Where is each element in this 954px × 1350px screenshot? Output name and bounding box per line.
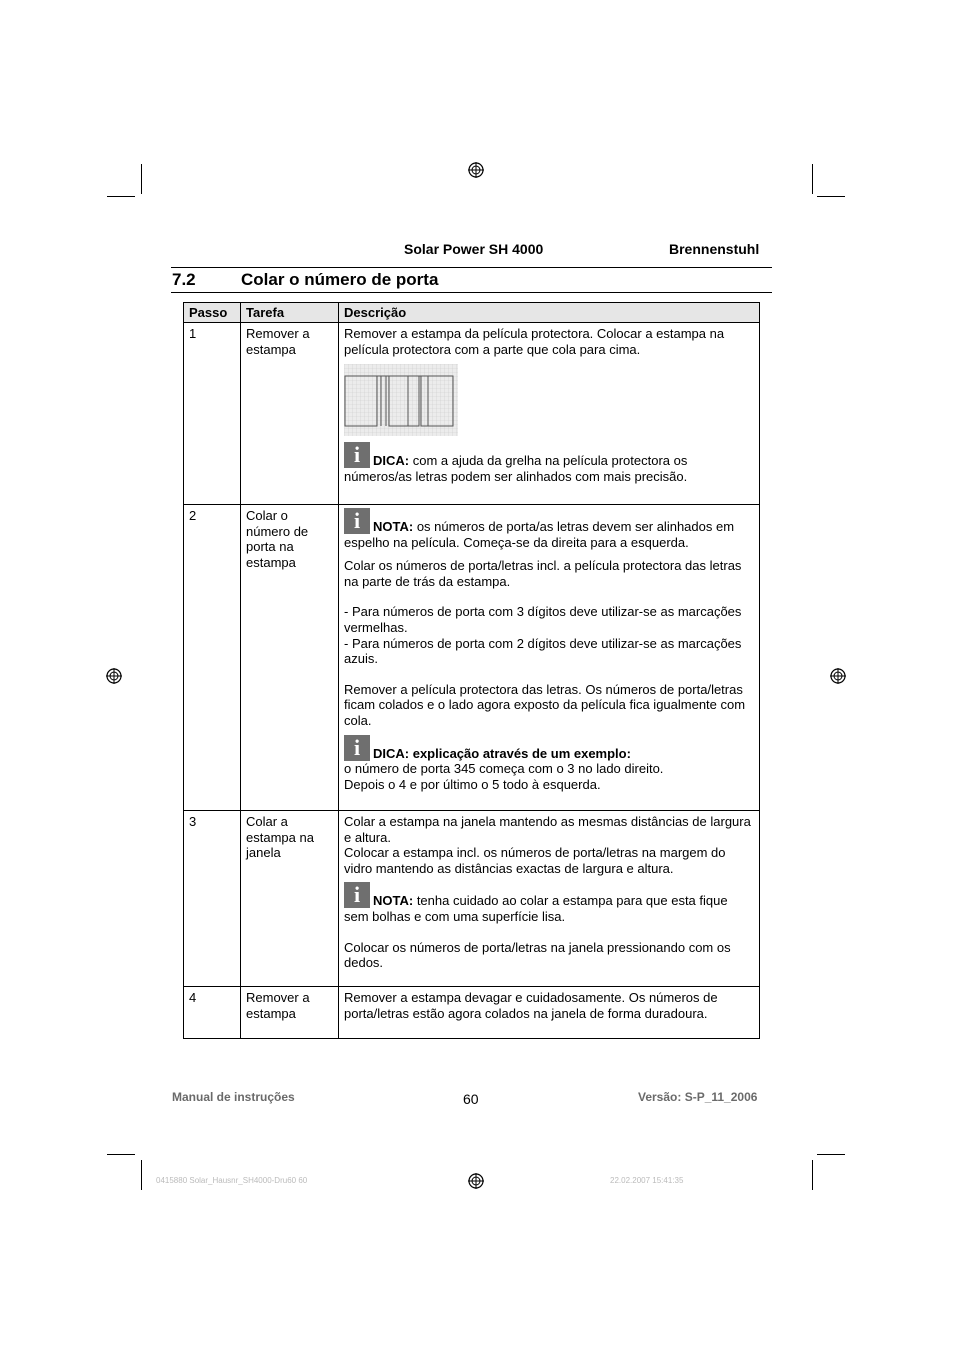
- description-text: Remover a estampa devagar e cuidadosamente. Os números de porta/letras estão agora colados na janela de forma duradoura.: [344, 990, 718, 1021]
- description-text: Colocar os números de porta/letras na janela pressionando com os dedos.: [344, 939, 731, 971]
- print-slug-date: 22.02.2007 15:41:35: [610, 1176, 684, 1185]
- table-row: [184, 505, 760, 811]
- crop-mark: [817, 196, 845, 197]
- description-text: Colar a estampa na janela mantendo as mesmas distâncias de largura e altura.: [344, 814, 751, 845]
- registration-mark-icon: [106, 668, 122, 684]
- info-icon: i: [344, 442, 370, 468]
- table-header-row: [184, 303, 760, 323]
- tip-text: o número de porta 345 começa com o 3 no lado direito.: [344, 761, 664, 777]
- task-cell: Remover a estampa: [241, 323, 339, 505]
- step-number: 2: [184, 505, 241, 811]
- crop-mark: [812, 1160, 813, 1190]
- crop-mark: [817, 1154, 845, 1155]
- bullet-text: - Para números de porta com 3 dígitos deve utilizar-se as marcações vermelhas.: [344, 604, 742, 635]
- task-cell: Colar a estampa na janela: [241, 811, 339, 987]
- step-number: 4: [184, 987, 241, 1039]
- section-rule: [171, 292, 772, 293]
- note-label: NOTA:: [373, 893, 414, 909]
- step-number: 3: [184, 811, 241, 987]
- description-cell: [339, 811, 760, 987]
- task-cell: Remover a estampa: [241, 987, 339, 1039]
- description-text: Colar os números de porta/letras incl. a película protectora das letras na parte de trás da estampa.: [344, 558, 742, 589]
- column-header: Tarefa: [241, 303, 339, 323]
- tip-paragraph: [344, 442, 754, 484]
- registration-mark-icon: [830, 668, 846, 684]
- header-brand: Brennenstuhl: [669, 241, 760, 257]
- footer-right: Versão: S-P_11_2006: [638, 1090, 758, 1104]
- description-cell: [339, 505, 760, 811]
- registration-mark-icon: [468, 162, 484, 178]
- info-icon: i: [344, 882, 370, 908]
- tip-text: Depois o 4 e por último o 5 todo à esquerda.: [344, 776, 601, 792]
- page-number: 60: [463, 1091, 479, 1107]
- description-text: Colocar a estampa incl. os números de porta/letras na margem do vidro mantendo as distâncias exactas de largura e altura.: [344, 845, 726, 876]
- crop-mark: [141, 164, 142, 194]
- description-cell: [339, 323, 760, 505]
- description-text: Remover a película protectora das letras. Os números de porta/letras ficam colados e o lado agora exposto da película fica igualmente com cola.: [344, 681, 746, 728]
- section-title: Colar o número de porta: [241, 270, 439, 289]
- crop-mark: [812, 164, 813, 194]
- steps-table: [183, 302, 760, 1039]
- bullet-text: - Para números de porta com 2 dígitos deve utilizar-se as marcações azuis.: [344, 635, 742, 667]
- info-icon: i: [344, 735, 370, 761]
- header-rule: [171, 267, 772, 268]
- stencil-grid-illustration: [344, 364, 458, 436]
- table-row: [184, 811, 760, 987]
- column-header: Descrição: [339, 303, 760, 323]
- task-cell: Colar o número de porta na estampa: [241, 505, 339, 811]
- tip-paragraph: [344, 735, 754, 762]
- note-text: tenha cuidado ao colar a estampa para que esta fique sem bolhas e com uma superfície lisa.: [344, 893, 728, 924]
- tip-text: com a ajuda da grelha na película protectora os números/as letras podem ser alinhados com mais precisão.: [344, 453, 688, 484]
- crop-mark: [107, 1154, 135, 1155]
- print-slug-file: 0415880 Solar_Hausnr_SH4000-Dru60 60: [156, 1176, 308, 1185]
- footer-left: Manual de instruções: [172, 1090, 295, 1104]
- note-text: os números de porta/as letras devem ser alinhados em espelho na película. Começa-se da direita para a esquerda.: [344, 519, 735, 550]
- section-number: 7.2: [172, 270, 196, 289]
- registration-mark-icon: [468, 1173, 484, 1189]
- step-number: 1: [184, 323, 241, 505]
- crop-mark: [107, 196, 135, 197]
- header-product: Solar Power SH 4000: [404, 241, 544, 257]
- tip-label: DICA: explicação através de um exemplo:: [373, 745, 631, 761]
- note-paragraph: [344, 508, 754, 550]
- note-paragraph: [344, 882, 754, 924]
- description-cell: [339, 987, 760, 1039]
- info-icon: i: [344, 508, 370, 534]
- note-label: NOTA:: [373, 519, 414, 534]
- column-header: Passo: [184, 303, 241, 323]
- description-text: Remover a estampa da película protectora. Colocar a estampa na película protectora com a parte que cola para cima.: [344, 326, 725, 357]
- table-row: [184, 323, 760, 505]
- table-row: [184, 987, 760, 1039]
- crop-mark: [141, 1160, 142, 1190]
- tip-label: DICA:: [373, 453, 410, 469]
